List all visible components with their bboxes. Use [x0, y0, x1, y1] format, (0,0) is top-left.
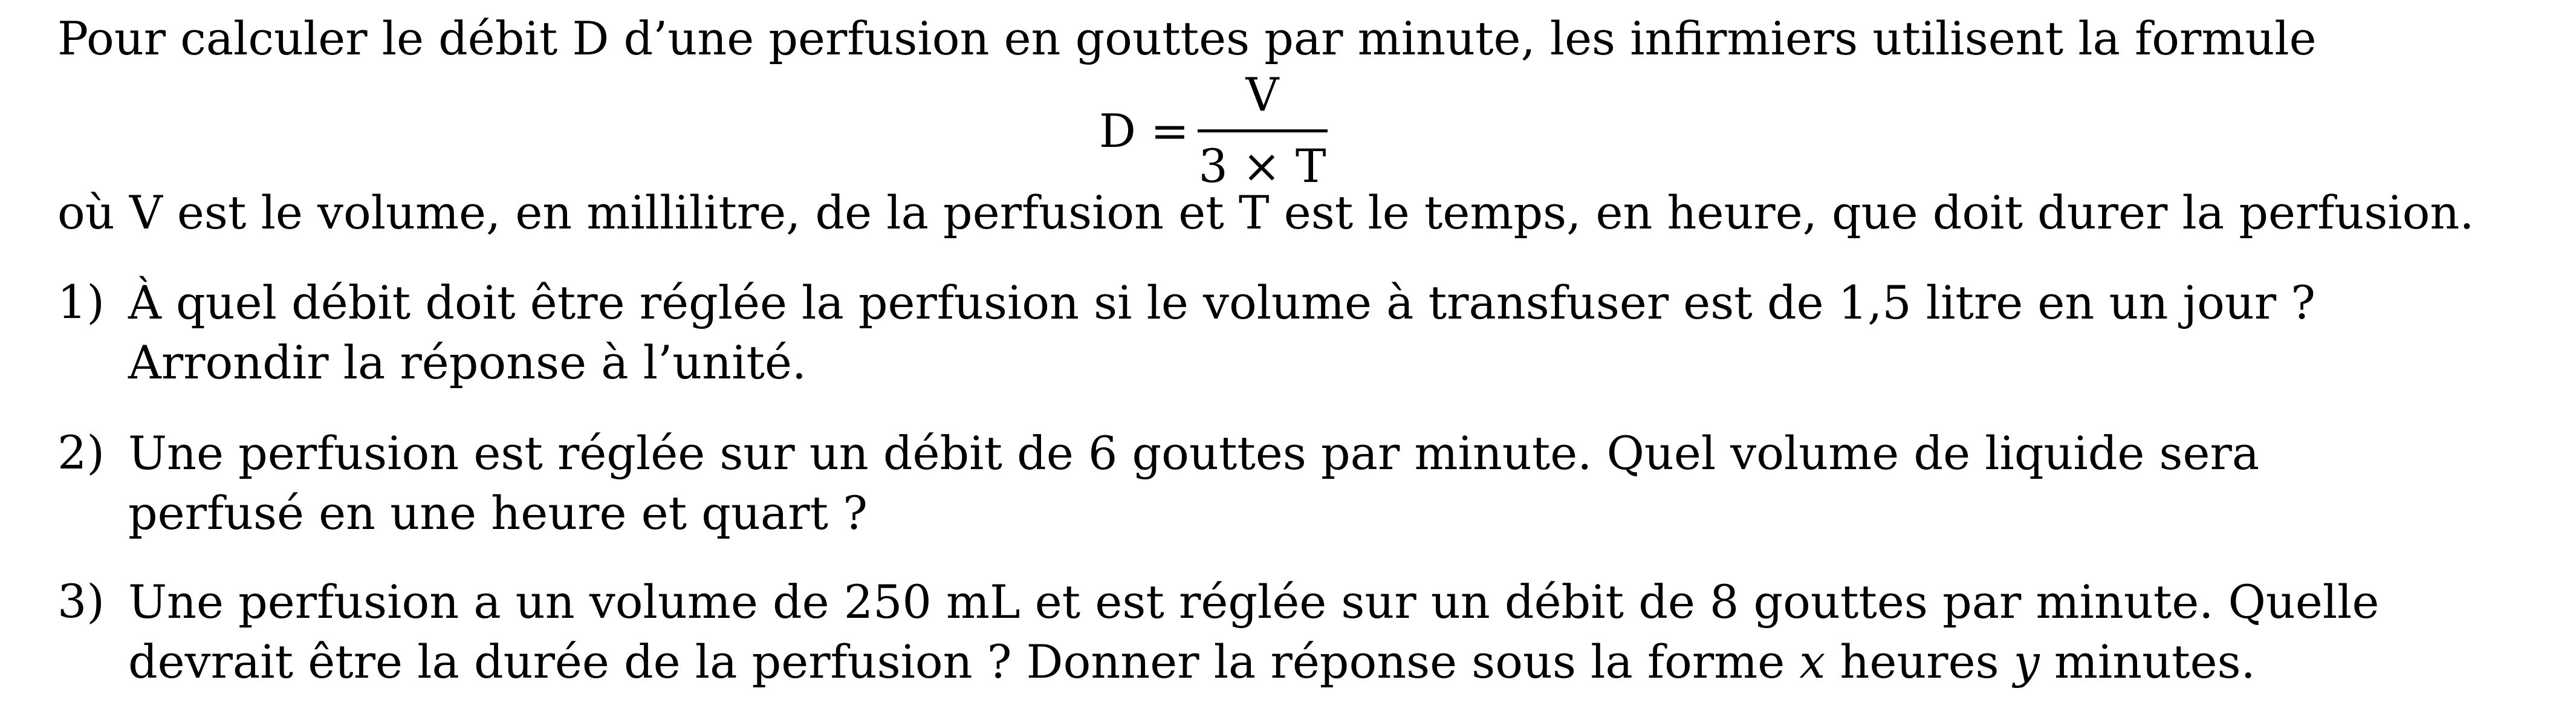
- flow-rate-formula: [1099, 68, 1329, 193]
- intro-text: Pour calculer le débit D d’une perfusion en gouttes par minute, les infirmiers utilisent la formule: [57, 11, 2317, 65]
- fraction-bar: [1198, 129, 1328, 132]
- question-3-text-before: Une perfusion a un volume de 250 mL et est réglée sur un débit de 8 gouttes par minute. Quelle devrait être la durée de la perfusion ? Donner la réponse sous la forme: [128, 575, 2380, 689]
- question-2-text: Une perfusion est réglée sur un débit de 6 gouttes par minute. Quel volume de liquide sera perfusé en une heure et quart ?: [128, 426, 2260, 540]
- formula-denominator: 3 × T: [1198, 139, 1326, 193]
- variable-x: x: [1799, 634, 1826, 689]
- formula-numerator: V: [1245, 68, 1279, 122]
- variable-y: y: [2013, 634, 2040, 689]
- question-1-number: 1): [57, 275, 105, 329]
- question-3-number: 3): [57, 574, 105, 628]
- formula-lhs: D =: [1099, 104, 1189, 158]
- question-2-number: 2): [57, 426, 105, 479]
- question-3-text-after: minutes.: [2039, 634, 2256, 689]
- question-3-text-middle: heures: [1825, 634, 2014, 689]
- question-1-text: À quel débit doit être réglée la perfusion si le volume à transfuser est de 1,5 litre en un jour ? Arrondir la réponse à l’unité.: [128, 276, 2316, 389]
- definition-text: où V est le volume, en millilitre, de la perfusion et T est le temps, en heure, que doit durer la perfusion.: [57, 186, 2474, 239]
- question-3-text: [128, 572, 2401, 692]
